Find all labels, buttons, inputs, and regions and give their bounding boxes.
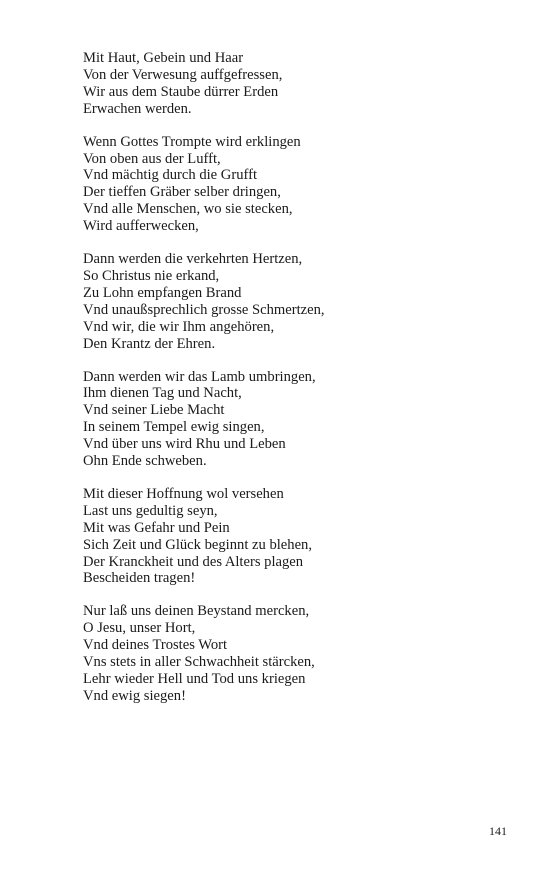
poem-line: Last uns gedultig seyn, bbox=[83, 502, 218, 519]
poem-line: Von oben aus der Lufft, bbox=[83, 150, 221, 167]
stanza-1 bbox=[83, 50, 503, 118]
page-number: 141 bbox=[489, 824, 507, 838]
poem-line: Mit dieser Hoffnung wol versehen bbox=[83, 485, 284, 502]
poem-body bbox=[83, 50, 503, 721]
poem-line: Dann werden die verkehrten Hertzen, bbox=[83, 251, 303, 268]
poem-line: Den Krantz der Ehren. bbox=[83, 335, 216, 352]
poem-line: Vnd über uns wird Rhu und Leben bbox=[83, 436, 286, 453]
stanza-3 bbox=[83, 251, 503, 352]
poem-line: Sich Zeit und Glück beginnt zu blehen, bbox=[83, 536, 312, 553]
poem-line: Ihm dienen Tag und Nacht, bbox=[83, 385, 242, 402]
poem-line: Erwachen werden. bbox=[83, 100, 192, 117]
poem-line: Vnd wir, die wir Ihm angehören, bbox=[83, 318, 275, 335]
poem-line: Vnd mächtig durch die Grufft bbox=[83, 167, 257, 184]
poem-line: Vnd deines Trostes Wort bbox=[83, 637, 228, 654]
poem-line: Vnd ewig siegen! bbox=[83, 687, 186, 704]
poem-line: Vns stets in aller Schwachheit stärcken, bbox=[83, 654, 315, 671]
stanza-4 bbox=[83, 369, 503, 470]
poem-line: In seinem Tempel ewig singen, bbox=[83, 419, 265, 436]
poem-line: Lehr wieder Hell und Tod uns kriegen bbox=[83, 671, 306, 687]
poem-line: Bescheiden tragen! bbox=[83, 570, 196, 587]
poem-line: Der Kranckheit und des Alters plagen bbox=[83, 553, 304, 570]
stanza-2 bbox=[83, 134, 503, 235]
poem-line: Der tieffen Gräber selber dringen, bbox=[83, 184, 281, 201]
poem-line: Dann werden wir das Lamb umbringen, bbox=[83, 368, 316, 385]
stanza-6 bbox=[83, 603, 503, 704]
poem-line: Vnd alle Menschen, wo sie stecken, bbox=[83, 201, 293, 218]
poem-line: O Jesu, unser Hort, bbox=[83, 620, 196, 637]
poem-line: So Christus nie erkand, bbox=[83, 267, 220, 284]
stanza-5 bbox=[83, 486, 503, 587]
poem-line: Wenn Gottes Trompte wird erklingen bbox=[83, 133, 301, 150]
poem-line: Vnd unaußsprechlich grosse Schmertzen, bbox=[83, 301, 325, 318]
poem-line: Zu Lohn empfangen Brand bbox=[83, 284, 242, 301]
poem-line: Ohn Ende schweben. bbox=[83, 453, 207, 470]
poem-line: Vnd seiner Liebe Macht bbox=[83, 402, 225, 419]
poem-line: Von der Verwesung auffgefressen, bbox=[83, 66, 283, 83]
poem-line: Mit Haut, Gebein und Haar bbox=[83, 50, 244, 66]
poem-line: Mit was Gefahr und Pein bbox=[83, 519, 230, 536]
poem-line: Wir aus dem Staube dürrer Erden bbox=[83, 83, 279, 100]
poem-line: Wird aufferwecken, bbox=[83, 218, 199, 235]
poem-line: Nur laß uns deinen Beystand mercken, bbox=[83, 603, 310, 620]
